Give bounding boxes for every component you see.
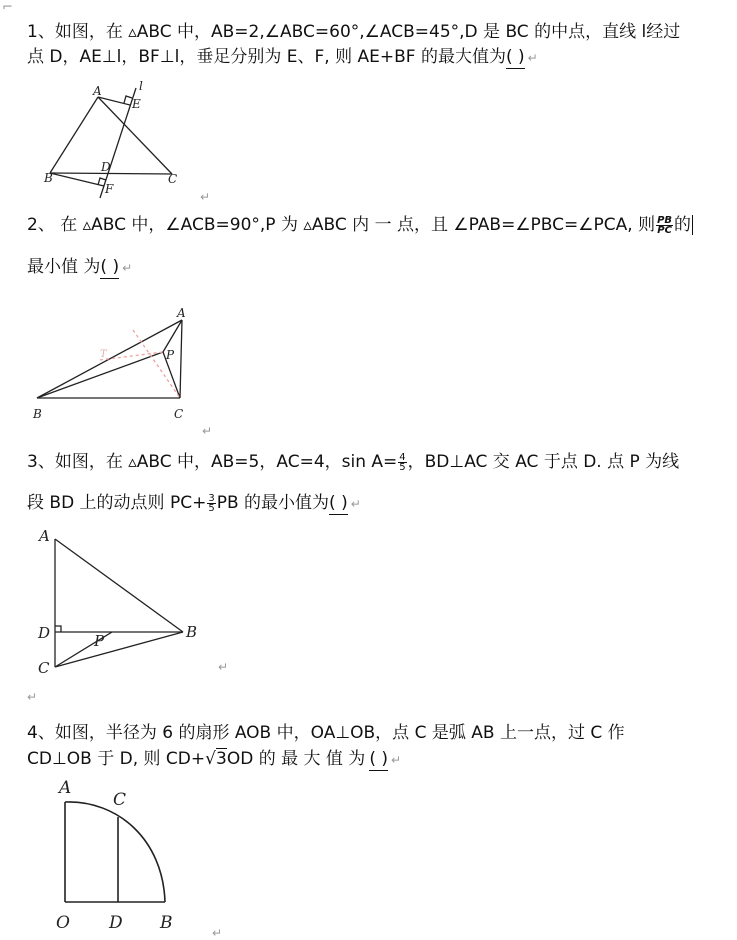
q2-figure (37, 320, 182, 398)
q3-label-B: B (186, 623, 198, 641)
q1-figure-return: ↵ (200, 190, 211, 204)
q4-figure (65, 802, 165, 902)
q3-frac2-num: 3 (208, 492, 215, 504)
q1-line-BC (50, 173, 172, 174)
q4-figure-return: ↵ (212, 926, 223, 940)
q3-line2 (27, 492, 361, 515)
q1-label-B: B (44, 171, 53, 185)
q2-label-C: C (174, 407, 184, 421)
q1-label-l: l (139, 79, 143, 93)
q3-figure-return: ↵ (218, 660, 229, 674)
q2-text-line2: 最小值 为 (27, 257, 101, 277)
q2-line-AC (180, 320, 182, 398)
q3-text-line2: 段 BD 上的动点则 PC+ (27, 493, 207, 513)
q3-blank-line-return: ↵ (27, 690, 38, 704)
q3-line1 (27, 451, 679, 473)
q3-label-A: A (39, 527, 50, 545)
q4-label-D: D (109, 913, 123, 933)
q1-label-C: C (168, 172, 178, 186)
q4-line2 (27, 748, 401, 771)
q2-line2 (27, 256, 132, 279)
q3-label-P: P (94, 632, 105, 650)
q3-figure (55, 539, 183, 667)
q3-frac1-den: 5 (399, 461, 406, 473)
q3-answer-blank[interactable]: ( ) (329, 493, 348, 513)
q1-label-A: A (93, 84, 102, 98)
q4-answer-blank[interactable]: ( ) (369, 749, 388, 769)
q3-frac1-num: 4 (399, 451, 406, 463)
q1-text-line2: 点 D，AE⊥l，BF⊥l，垂足分别为 E、F, 则 AE+BF 的最大值为 (27, 47, 506, 67)
q4-label-O: O (56, 913, 70, 933)
q2-text-line1-end: 的 (674, 215, 692, 235)
q2-text-line1: 2、 在 ▵ABC 中，∠ACB=90°,P 为 ▵ABC 内 一 点，且 ∠PAB=∠PBC=∠PCA, 则 (27, 215, 656, 235)
q4-label-A: A (59, 778, 72, 798)
text-cursor (692, 215, 693, 235)
q4-label-C: C (113, 790, 127, 810)
q2-answer-blank[interactable]: ( ) (100, 257, 120, 277)
corner-mark: ⌐ (2, 0, 13, 15)
q1-label-F: F (105, 182, 114, 196)
q1-label-D: D (101, 160, 111, 174)
q2-line-AB (37, 320, 182, 398)
q3-line-BC (55, 632, 183, 667)
q2-label-B: B (33, 407, 42, 421)
q1-answer-blank[interactable]: ( ) (505, 47, 525, 67)
q2-aux-line-1 (133, 330, 180, 398)
q2-label-P: P (166, 348, 175, 362)
q1-text-line1: 1、如图，在 ▵ABC 中，AB=2,∠ABC=60°,∠ACB=45°,D 是 BC 的中点，直线 l经过 (27, 22, 681, 42)
q3-text-line2-end: PB 的最小值为 (216, 493, 330, 513)
q2-label-T: T (100, 349, 107, 360)
q3-text-line1-end: ，BD⊥AC 交 AC 于点 D. 点 P 为线 (407, 452, 680, 472)
q4-line1 (27, 722, 625, 744)
q3-line-AB (55, 539, 183, 632)
q1-line-BF (50, 173, 104, 186)
q2-line1 (27, 214, 693, 236)
q3-fraction-2 (207, 494, 215, 513)
q1-label-E: E (132, 97, 141, 111)
q2-figure-return: ↵ (202, 424, 213, 438)
q3-text-line1: 3、如图，在 ▵ABC 中，AB=5，AC=4，sin A= (27, 452, 398, 472)
q4-text-line2: CD⊥OB 于 D, 则 CD+ (27, 749, 206, 769)
q4-label-B: B (160, 913, 173, 933)
q2-label-A: A (177, 306, 186, 320)
q4-sqrt-radicand: 3 (215, 749, 227, 769)
q3-label-D: D (38, 624, 51, 642)
q2-frac-den: PC (657, 224, 672, 236)
q3-right-angle-D (55, 626, 61, 632)
q4-arc-AB (65, 802, 165, 902)
q2-frac-num: PB (657, 214, 673, 226)
return-mark: ↵ (122, 261, 133, 275)
q1-line-AB (50, 97, 98, 173)
q3-fraction-1 (398, 453, 406, 472)
q4-text-line2-end: OD 的 最 大 值 为 (226, 749, 366, 769)
q4-text-line1: 4、如图，半径为 6 的扇形 AOB 中，OA⊥OB，点 C 是弧 AB 上一点，过 C 作 (27, 723, 625, 743)
return-mark: ↵ (390, 753, 402, 767)
return-mark: ↵ (527, 51, 538, 65)
q3-frac2-den: 5 (208, 502, 215, 514)
q4-sqrt: √3 (205, 749, 227, 769)
q3-label-C: C (38, 659, 50, 677)
q2-fraction (656, 216, 673, 235)
return-mark: ↵ (350, 497, 361, 511)
